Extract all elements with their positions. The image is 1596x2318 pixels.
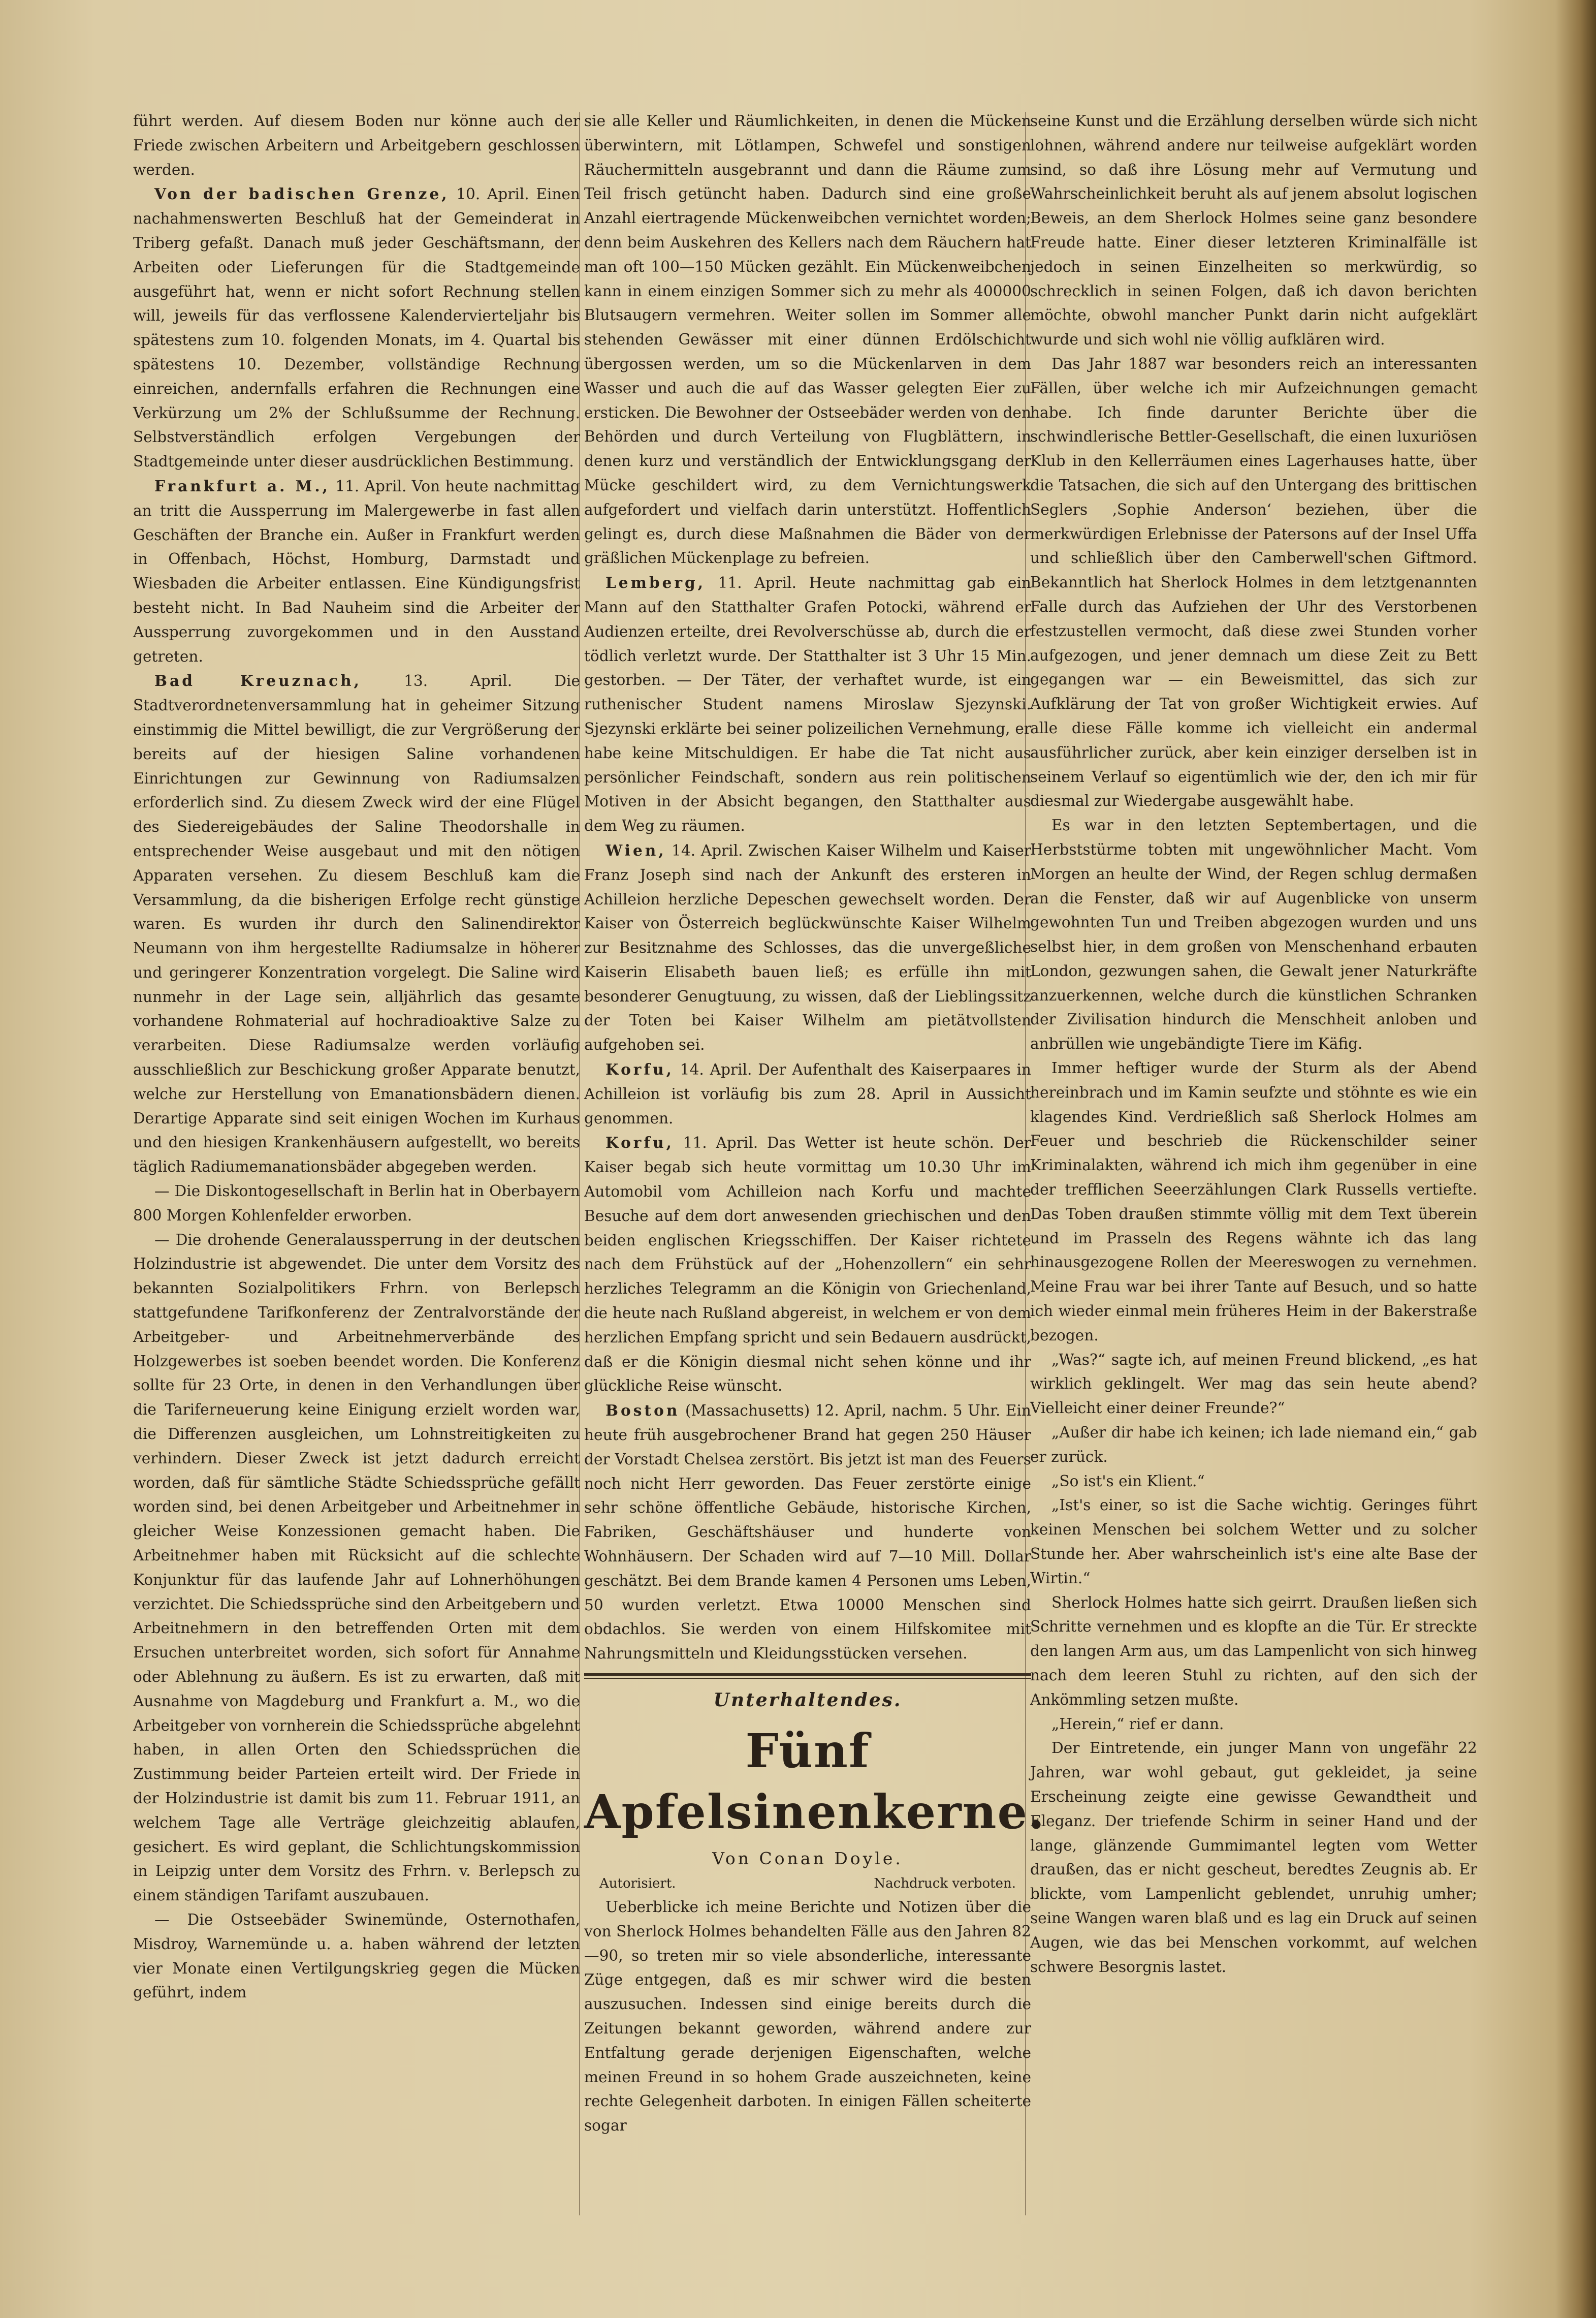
- paragraph-text: „Herein,“ rief er dann.: [1051, 1715, 1224, 1733]
- paragraph-text: Immer heftiger wurde der Sturm als der Abend hereinbrach und im Kamin seufzte und stöhnte es wie ein klagendes Kind. Verdrießlich saß Sherlock Holmes am Feuer und beschrieb die Rückenschilder seiner Kriminalakten, während ich mich ihm gegenüber in eine der trefflichen Seeerzählungen Clark Russells vertiefte. Das Toben draußen stimmte völlig mit dem Text überein und im Prasseln des Regens wähnte ich das lang hinausgezogene Rollen der Meereswogen zu vernehmen. Meine Frau war bei ihrer Tante auf Besuch, und so hatte ich wieder einmal mein früheres Heim in der Bakerstraße bezogen.: [1030, 1059, 1477, 1344]
- paragraph-text: — Die Ostseebäder Swinemünde, Osternothafen, Misdroy, Warnemünde u. a. haben während der letzten vier Monate einen Vertilgungskrieg gegen die Mücken geführt, indem: [133, 1910, 580, 2001]
- news-paragraph: [133, 669, 580, 1179]
- news-paragraph: [133, 1228, 580, 1908]
- paragraph-text: 13. April. Die Stadtverordnetenversammlung hat in geheimer Sitzung einstimmig die Mittel bewilligt, die zur Vergrößerung der bereits auf der hiesigen Saline vorhandenen Einrichtungen zur Gewinnung von Radiumsalzen erforderlich sind. Zu diesem Zweck wird der eine Flügel des Siedereigebäudes der Saline Theodorshalle in entsprechender Weise ausgebaut und mit den nötigen Apparaten versehen. Zu diesem Beschluß kam die Versammlung, da die bisherigen Erfolge recht günstige waren. Es wurden ihr durch den Salinendirektor Neumann von ihm hergestellte Radiumsalze in höherer und geringerer Konzentration vorgelegt. Die Saline wird nunmehr in der Lage sein, alljährlich das gesamte vorhandene Rohmaterial auf hochradioaktive Salze zu verarbeiten. Diese Radiumsalze werden vorläufig ausschließlich zur Beschickung großer Apparate benutzt, welche zur Herstellung von Emanationsbädern dienen. Derartige Apparate sind seit einigen Wochen im Kurhaus und den hiesigen Krankenhäusern aufgestellt, wo bereits täglich Radiumemanationsbäder abgegeben werden.: [133, 672, 580, 1176]
- dateline: Lemberg,: [605, 574, 706, 592]
- news-paragraph: [133, 109, 580, 182]
- middle-news-items: [584, 109, 1031, 1666]
- news-paragraph: [584, 109, 1031, 571]
- paragraph-text: 14. April. Zwischen Kaiser Wilhelm und Kaiser Franz Joseph sind nach der Ankunft des ersteren in Achilleion herzliche Depeschen gewechselt worden. Der Kaiser von Österreich beglückwünschte Kaiser Wilhelm zur Besitznahme des Schlosses, das die unvergeßliche Kaiserin Elisabeth bauen ließ; es erfülle ihn mit besonderer Genugtuung, zu wissen, daß der Lieblingssitz der Toten bei Kaiser Wilhelm am pietätvollsten aufgehoben sei.: [584, 841, 1031, 1054]
- paragraph-text: 11. April. Das Wetter ist heute schön. Der Kaiser begab sich heute vormittag um 10.30 Uhr im Automobil vom Achilleion nach Korfu und machte Besuche auf dem dort anwesenden griechischen und den beiden englischen Kriegsschiffen. Der Kaiser richtete nach dem Frühstück auf der „Hohenzollern“ ein sehr herzliches Telegramm an die Königin von Griechenland, die heute nach Rußland abgereist, in welchem er von dem herzlichen Empfang spricht und sein Bedauern ausdrückt, daß er die Königin diesmal nicht sehen könne und ihr glückliche Reise wünscht.: [584, 1134, 1031, 1395]
- paragraph-text: „Außer dir habe ich keinen; ich lade niemand ein,“ gab er zurück.: [1030, 1424, 1477, 1465]
- paragraph-text: 11. April. Von heute nachmittag an tritt die Aussperrung im Malergewerbe in fast allen Geschäften der Branche ein. Außer in Frankfurt werden in Offenbach, Höchst, Homburg, Darmstadt und Wiesbaden die Arbeiter entlassen. Eine Kündigungsfrist besteht nicht. In Bad Nauheim sind die Arbeiter der Aussperrung zuvorgekommen und in den Ausstand getreten.: [133, 477, 580, 665]
- paragraph-text: führt werden. Auf diesem Boden nur könne auch der Friede zwischen Arbeitern und Arbeitgebern geschlossen werden.: [133, 112, 580, 178]
- news-paragraph: [1030, 1493, 1477, 1590]
- paragraph-text: 14. April. Der Aufenthalt des Kaiserpaares in Achilleion ist vorläufig bis zum 28. April in Aussicht genommen.: [584, 1061, 1031, 1127]
- dateline: Frankfurt a. M.,: [154, 477, 330, 495]
- news-paragraph: [133, 1908, 580, 2005]
- dateline: Boston: [605, 1401, 680, 1420]
- dateline: Von der badischen Grenze,: [154, 185, 450, 203]
- news-paragraph: [1030, 1712, 1477, 1737]
- rights-notice-row: [584, 1872, 1031, 1895]
- page-binding-edge: [1555, 0, 1596, 2318]
- section-heading: Unterhaltendes.: [713, 1689, 902, 1711]
- paragraph-text: Das Jahr 1887 war besonders reich an interessanten Fällen, über welche ich mir Aufzeichnungen gemacht habe. Ich finde darunter Berichte über die schwindlerische Bettler-Gesellschaft, die einen luxuriösen Klub in den Kellerräumen eines Lagerhauses hatte, über die Tatsachen, die sich auf den Untergang des brittischen Seglers ‚Sophie Anderson‘ beziehen, über die merkwürdigen Erlebnisse der Patersons auf der Insel Uffa und schließlich über den Camberwell'schen Giftmord. Bekanntlich hat Sherlock Holmes in dem letztgenannten Falle durch das Aufziehen der Uhr des Verstorbenen festzustellen vermocht, daß diese zwei Stunden vorher aufgezogen, und jener demnach um diese Zeit zu Bett gegangen war — ein Beweismittel, das sich zur Aufklärung der Tat von großer Wichtigkeit erwies. Auf alle diese Fälle komme ich vielleicht ein andermal ausführlicher zurück, aber kein einziger derselben ist in seinem Verlauf so eigentümlich wie der, den ich mir für diesmal zur Wiedergabe ausgewählt habe.: [1030, 355, 1477, 810]
- news-paragraph: [1030, 1348, 1477, 1421]
- news-paragraph: [133, 474, 580, 669]
- news-paragraph: [584, 1057, 1031, 1131]
- paragraph-text: 11. April. Heute nachmittag gab ein Mann auf den Statthalter Grafen Potocki, während er Audienzen erteilte, drei Revolverschüsse ab, durch die er tödlich verletzt wurde. Der Statthalter ist 3 Uhr 15 Min. gestorben. — Der Täter, der verhaftet wurde, ist ein ruthenischer Student namens Miroslaw Sjezynski. Sjezynski erklärte bei seiner polizeilichen Vernehmung, er habe keine Mitschuldigen. Er habe die Tat nicht aus persönlicher Feindschaft, sondern aus rein politischen Motiven in der Absicht begangen, den Statthalter aus dem Weg zu räumen.: [584, 574, 1031, 835]
- column-left: [133, 109, 580, 2005]
- paragraph-text: „Ist's einer, so ist die Sache wichtig. Geringes führt keinen Menschen bei solchem Wetter und zu solcher Stunde her. Aber wahrscheinlich ist's eine alte Base der Wirtin.“: [1030, 1496, 1477, 1587]
- dateline: Wien,: [605, 841, 666, 859]
- dateline: Korfu,: [605, 1060, 674, 1079]
- paragraph-text: 10. April. Einen nachahmenswerten Beschluß hat der Gemeinderat in Triberg gefaßt. Danach muß jeder Geschäftsmann, der Arbeiten oder Lieferungen für die Stadtgemeinde ausgeführt hat, wenn er nicht sofort Rechnung stellen will, jeweils für das verflossene Kalendervierteljahr bis spätestens zum 10. folgenden Monats, im 4. Quartal bis spätestens 10. Dezember, vollständige Rechnung einreichen, andernfalls erfahren die Rechnungen eine Verkürzung um 2% der Schlußsumme der Rechnung. Selbstverständlich erfolgen Vergebungen der Stadtgemeinde unter dieser ausdrücklichen Bestimmung.: [133, 185, 580, 471]
- paragraph-text: sie alle Keller und Räumlichkeiten, in denen die Mücken überwintern, mit Lötlampen, Schwefel und sonstigen Räuchermitteln ausgebrannt und dann die Räume zum Teil frisch getüncht haben. Dadurch sind eine große Anzahl eiertragende Mückenweibchen vernichtet worden; denn beim Auskehren des Kellers nach dem Räuchern hat man oft 100—150 Mücken gezählt. Ein Mückenweibchen kann in einem einzigen Sommer sich zu mehr als 400000 Blutsaugern vermehren. Weiter sollen im Sommer alle stehenden Gewässer mit einer dünnen Erdölschicht übergossen werden, um so die Mückenlarven in dem Wasser und auch die auf das Wasser gelegten Eier zu ersticken. Die Bewohner der Ostseebäder werden von den Behörden und durch Verteilung von Flugblättern, in denen kurz und verständlich der Entwicklungsgang der Mücke geschildert wird, zu dem Vernichtungswerk aufgefordert und vielfach darin unterstützt. Hoffentlich gelingt es, durch diese Maßnahmen die Bäder von der gräßlichen Mückenplage zu befreien.: [584, 112, 1031, 567]
- story-paragraph: Ueberblicke ich meine Berichte und Notizen über die von Sherlock Holmes behandelten Fälle aus den Jahren 82—90, so treten mir so viele absonderliche, interessante Züge entgegen, daß es mir schwer wird die besten auszusuchen. Indessen sind einige bereits durch die Zeitungen bekannt geworden, während andere zur Entfaltung gerade derjenigen Eigenschaften, welche meinen Freund in so hohem Grade auszeichneten, keine rechte Gelegenheit darboten. In einigen Fällen scheiterte sogar: [584, 1898, 1031, 2135]
- story-byline: Von Conan Doyle.: [712, 1849, 903, 1868]
- news-paragraph: [1030, 352, 1477, 813]
- news-paragraph: [1030, 1591, 1477, 1712]
- paragraph-text: Der Eintretende, ein junger Mann von ungefähr 22 Jahren, war wohl gebaut, gut gekleidet, ja seine Erscheinung zeigte eine gewisse Gewandtheit und Eleganz. Der triefende Schirm in seiner Hand und der lange, glänzende Gummimantel legten vom Wetter draußen, das er nicht gescheut, beredtes Zeugnis ab. Er blickte, vom Lampenlicht geblendet, unruhig umher; seine Wangen waren blaß und es lag ein Druck auf seinen Augen, wie das bei Menschen vorkommt, auf welchen schwere Besorgnis lastet.: [1030, 1739, 1477, 1976]
- authorized-note: Autorisiert.: [599, 1876, 676, 1891]
- paragraph-text: — Die Diskontogesellschaft in Berlin hat in Oberbayern 800 Morgen Kohlenfelder erworben.: [133, 1182, 580, 1224]
- paragraph-text: „Was?“ sagte ich, auf meinen Freund blickend, „es hat wirklich geklingelt. Wer mag das sein heute abend? Vielleicht einer deiner Freunde?“: [1030, 1351, 1477, 1417]
- paragraph-text: „So ist's ein Klient.“: [1051, 1472, 1205, 1490]
- news-paragraph: [133, 1179, 580, 1228]
- news-paragraph: [584, 571, 1031, 838]
- dateline: Korfu,: [605, 1134, 674, 1152]
- news-paragraph: [584, 838, 1031, 1057]
- news-paragraph: [1030, 1421, 1477, 1469]
- news-paragraph: [1030, 1056, 1477, 1348]
- paragraph-text: seine Kunst und die Erzählung derselben würde sich nicht lohnen, während andere nur teilweise aufgeklärt worden sind, so daß ihre Lösung mehr auf Vermutung und Wahrscheinlichkeit beruht als auf jenem absolut logischen Beweis, an dem Sherlock Holmes seine ganz besondere Freude hatte. Einer dieser letzteren Kriminalfälle ist jedoch in seinen Einzelheiten so merkwürdig, so schrecklich in seinen Folgen, daß ich davon berichten möchte, obwohl mancher Punkt darin nicht aufgeklärt wurde und sich wohl nie völlig aufklären wird.: [1030, 112, 1477, 349]
- news-paragraph: [1030, 1736, 1477, 1979]
- news-paragraph: [1030, 109, 1477, 352]
- news-paragraph: [1030, 1469, 1477, 1494]
- story-title: Fünf Apfelsinenkerne.: [584, 1724, 1046, 1839]
- section-rule: [584, 1673, 1031, 1679]
- column-middle: [584, 109, 1046, 2138]
- dateline: Bad Kreuznach,: [154, 672, 362, 690]
- news-paragraph: [1030, 813, 1477, 1056]
- news-paragraph: [584, 1131, 1031, 1398]
- column-right: [1030, 109, 1477, 1979]
- paragraph-text: (Massachusetts) 12. April, nachm. 5 Uhr. Ein heute früh ausgebrochener Brand hat gegen 250 Häuser der Vorstadt Chelsea zerstört. Bis jetzt ist man des Feuers noch nicht Herr geworden. Das Feuer zerstörte einige sehr schöne öffentliche Gebäude, historische Kirchen, Fabriken, Geschäftshäuser und hunderte von Wohnhäusern. Der Schaden wird auf 7—10 Mill. Dollar geschätzt. Bei dem Brande kamen 4 Personen ums Leben, 50 wurden verletzt. Etwa 10000 Menschen sind obdachlos. Sie werden von einem Hilfskomitee mit Nahrungsmitteln und Kleidungsstücken versehen.: [584, 1402, 1031, 1663]
- paragraph-text: Sherlock Holmes hatte sich geirrt. Draußen ließen sich Schritte vernehmen und es klopfte an die Tür. Er streckte den langen Arm aus, um das Lampenlicht von sich hinweg nach dem leeren Stuhl zu richten, auf den sich der Ankömmling setzen mußte.: [1030, 1593, 1477, 1708]
- news-paragraph: [584, 1398, 1031, 1666]
- paragraph-text: Es war in den letzten Septembertagen, und die Herbststürme tobten mit ungewöhnlicher Macht. Vom Morgen an heulte der Wind, der Regen schlug dermaßen an die Fenster, daß wir auf Augenblicke von unserm gewohnten Tun und Treiben abgezogen wurden und uns selbst hier, in dem großen von Menschenhand erbauten London, gezwungen sahen, die Gewalt jener Naturkräfte anzuerkennen, welche durch die künstlichen Schranken der Zivilisation hindurch die Menschheit anloben und anbrüllen wie ungebändigte Tiere im Käfig.: [1030, 817, 1477, 1053]
- paragraph-text: — Die drohende Generalaussperrung in der deutschen Holzindustrie ist abgewendet. Die unter dem Vorsitz des bekannten Sozialpolitikers Frhrn. von Berlepsch stattgefundene Tarifkonferenz der Zentralvorstände der Arbeitgeber- und Arbeitnehmerverbände des Holzgewerbes ist soeben beendet worden. Die Konferenz sollte für 23 Orte, in denen in den Verhandlungen über die Tariferneuerung keine Einigung erzielt worden war, die Differenzen ausgleichen, um Lohnstreitigkeiten zu verhindern. Dieser Zweck ist jetzt dadurch erreicht worden, daß für sämtliche Städte Schiedssprüche gefällt worden sind, bei denen Arbeitgeber und Arbeitnehmer in gleicher Weise Konzessionen gemacht haben. Die Arbeitnehmer haben mit Rücksicht auf die schlechte Konjunktur für das laufende Jahr auf Lohnerhöhungen verzichtet. Die Schiedssprüche sind den Arbeitgebern und Arbeitnehmern in den betreffenden Orten mit dem Ersuchen unterbreitet worden, sich sofort für Annahme oder Ablehnung zu äußern. Es ist zu erwarten, daß mit Ausnahme von Magdeburg und Frankfurt a. M., wo die Arbeitgeber von vornherein die Schiedssprüche abgelehnt haben, in allen Orten den Schiedssprüchen die Zustimmung beider Parteien erteilt wird. Der Friede in der Holzindustrie ist damit bis zum 11. Februar 1911, an welchem Tage alle Verträge gleichzeitig ablaufen, gesichert. Es wird geplant, die Schlichtungskommission in Leipzig unter dem Vorsitz des Frhrn. v. Berlepsch zu einem ständigen Tarifamt auszubauen.: [133, 1231, 580, 1904]
- news-paragraph: [133, 182, 580, 474]
- reprint-note: Nachdruck verboten.: [874, 1876, 1016, 1891]
